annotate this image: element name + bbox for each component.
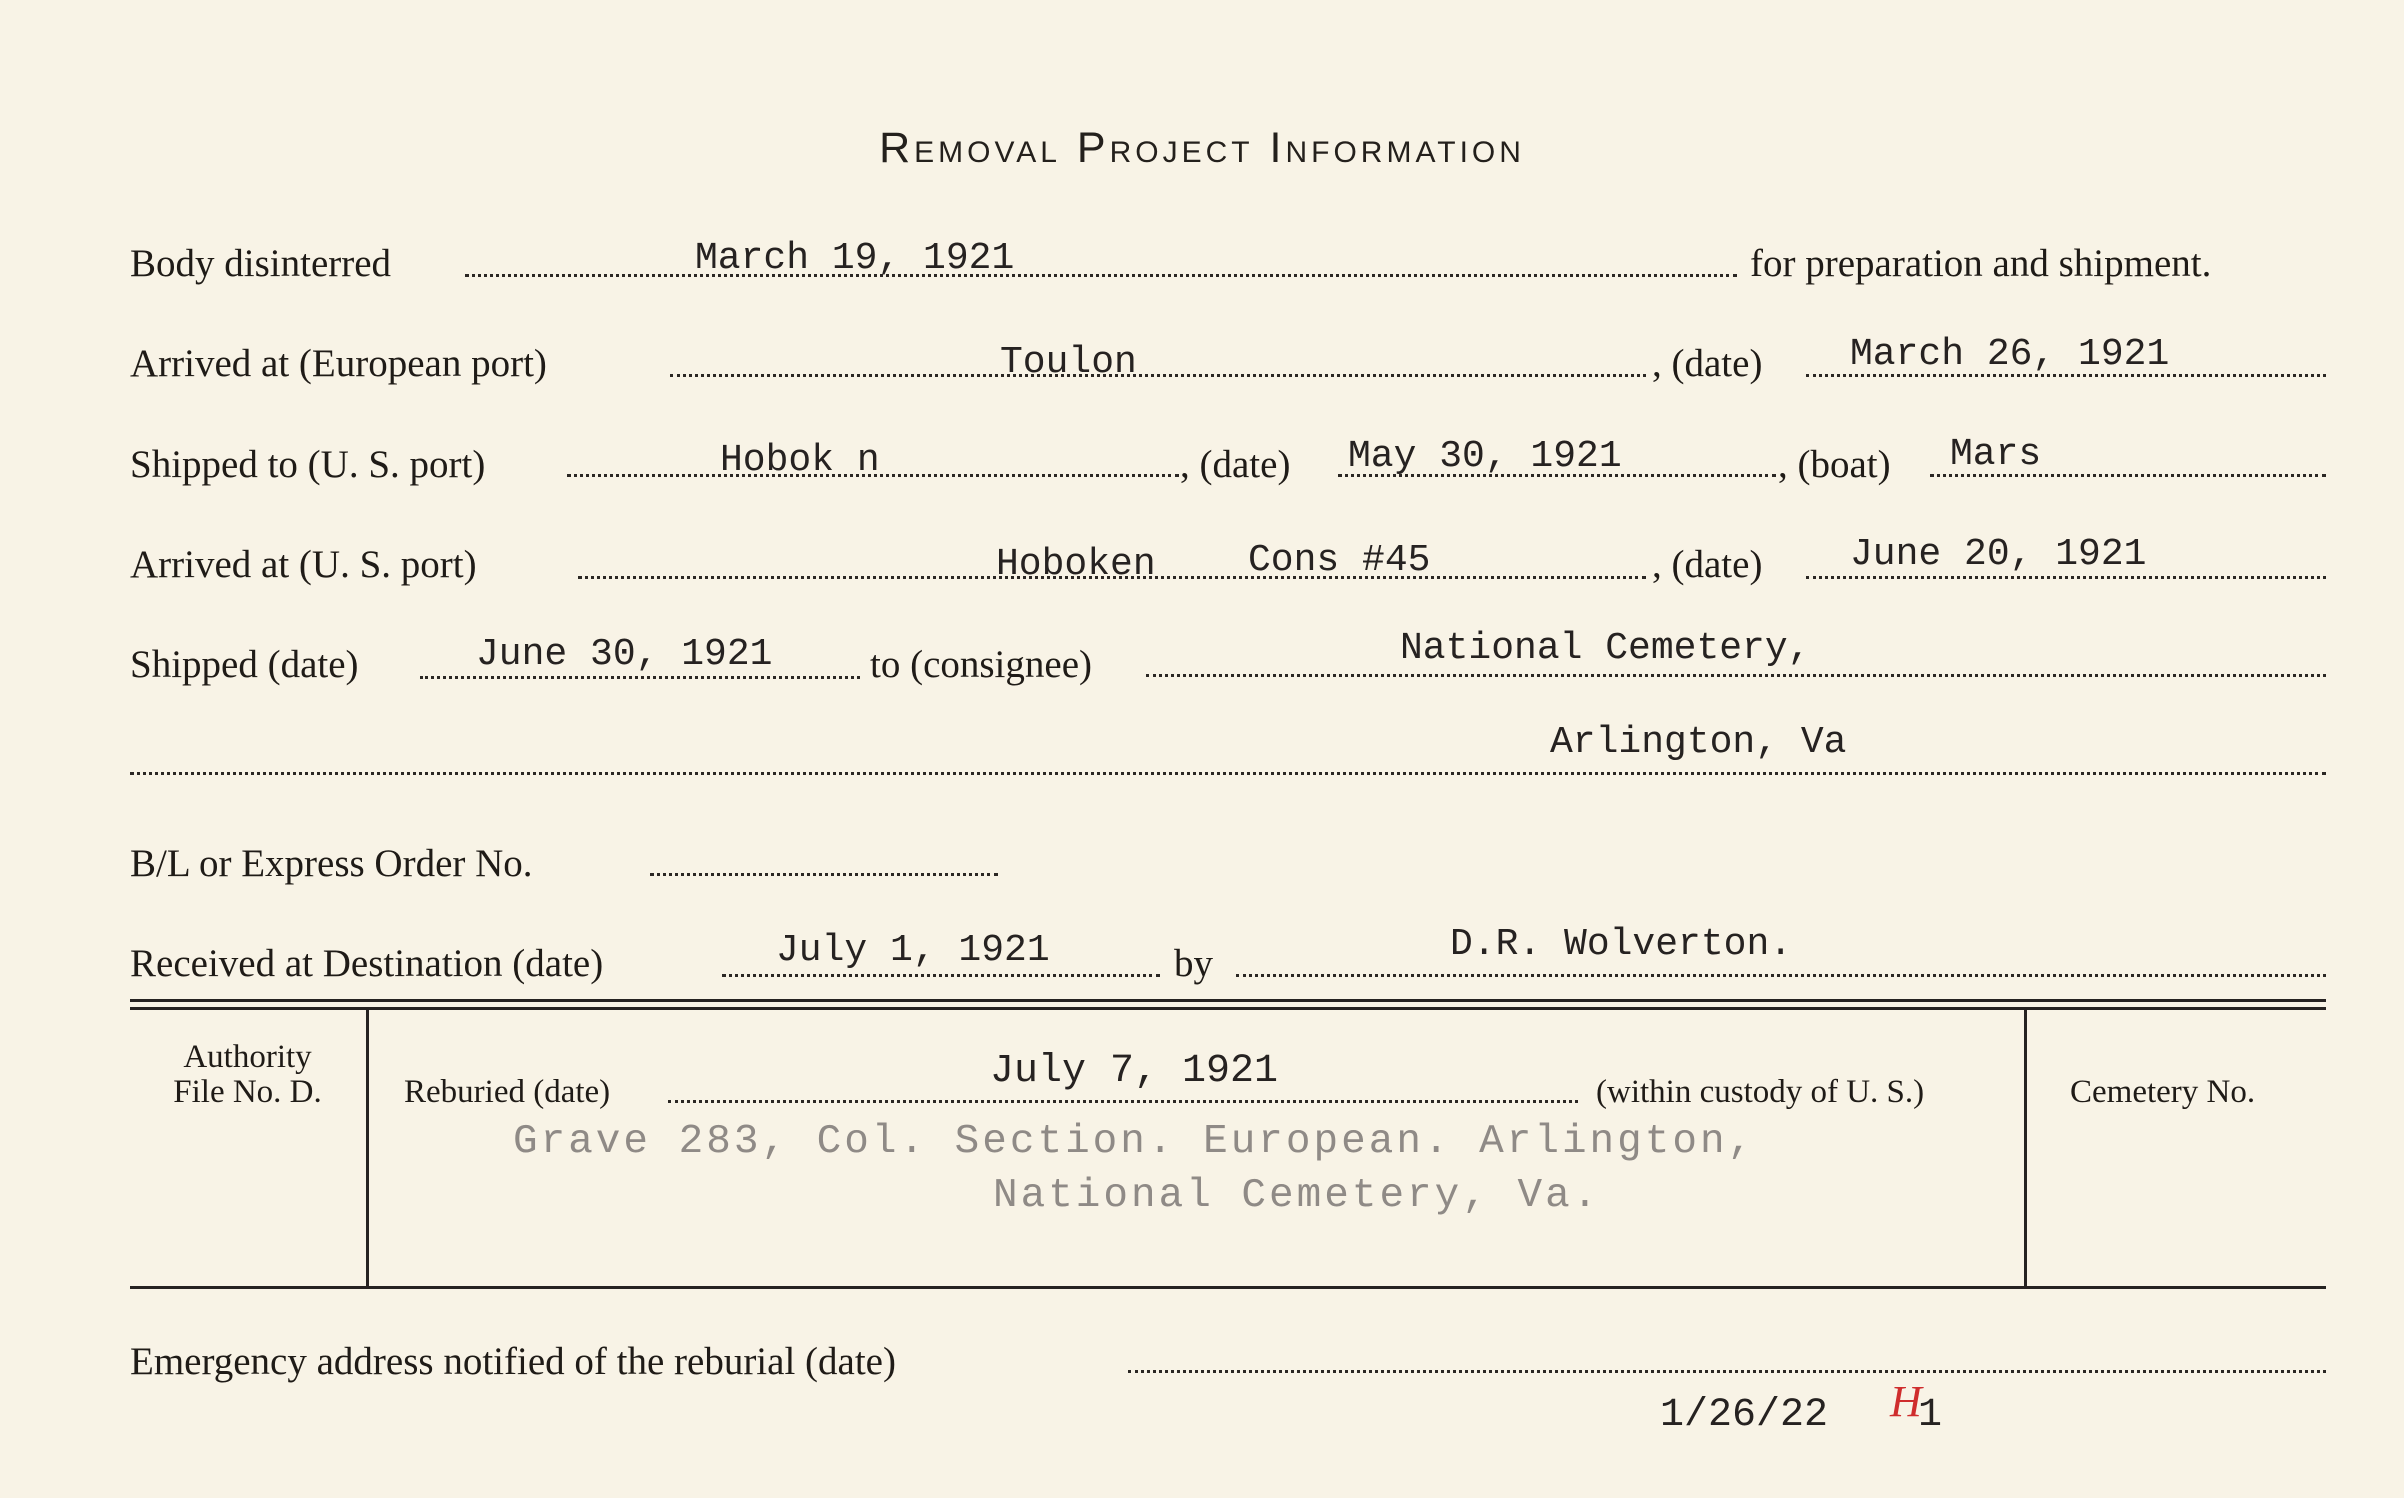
us-port-shipped-date-value: May 30, 1921 bbox=[1348, 435, 1622, 478]
us-port-shipped-label: Shipped to (U. S. port) bbox=[130, 443, 486, 486]
received-by-line bbox=[1236, 974, 2326, 977]
shipped-date-value: June 30, 1921 bbox=[476, 633, 773, 676]
preparation-shipment-label: for preparation and shipment. bbox=[1750, 242, 2212, 285]
boat-value: Mars bbox=[1950, 433, 2042, 476]
grave-location-line2: National Cemetery, Va. bbox=[993, 1173, 1601, 1219]
footer-date: 1/26/22 bbox=[1660, 1393, 1829, 1438]
shipped-date-label: Shipped (date) bbox=[130, 643, 359, 686]
received-date-line bbox=[722, 974, 1160, 977]
custody-label: (within custody of U. S.) bbox=[1596, 1074, 1925, 1110]
emergency-address-label: Emergency address notified of the reburial (date) bbox=[130, 1340, 896, 1383]
consignee-label: to (consignee) bbox=[870, 643, 1093, 686]
european-port-date-value: March 26, 1921 bbox=[1850, 333, 2170, 376]
bl-order-label: B/L or Express Order No. bbox=[130, 842, 533, 885]
received-by-label: by bbox=[1174, 942, 1213, 985]
us-port-arrived-date-label: , (date) bbox=[1652, 543, 1763, 586]
authority-label-line1: Authority bbox=[183, 1039, 312, 1075]
us-port-shipped-date-label: , (date) bbox=[1180, 443, 1291, 486]
reburied-label: Reburied (date) bbox=[404, 1074, 611, 1110]
consignment-number: Cons #45 bbox=[1248, 539, 1431, 582]
consignee-line bbox=[1146, 674, 2326, 677]
box-top-rule-2 bbox=[130, 1007, 2326, 1010]
box-bottom-rule bbox=[130, 1286, 2326, 1289]
us-port-arrived-value: Hoboken bbox=[996, 543, 1156, 586]
box-divider-right bbox=[2024, 1010, 2027, 1286]
received-date-value: July 1, 1921 bbox=[776, 929, 1050, 972]
cemetery-number-label: Cemetery No. bbox=[2070, 1074, 2256, 1110]
emergency-address-line bbox=[1128, 1370, 2326, 1373]
european-port-line bbox=[670, 374, 1646, 377]
us-port-shipped-value: Hobok n bbox=[720, 439, 880, 482]
body-disinterred-line bbox=[465, 274, 1737, 277]
reburied-line bbox=[668, 1100, 1578, 1103]
card-title: Removal Project Information bbox=[879, 124, 1525, 172]
reburied-date-value: July 7, 1921 bbox=[990, 1049, 1279, 1094]
us-port-arrived-label: Arrived at (U. S. port) bbox=[130, 543, 477, 586]
us-port-arrived-date-line bbox=[1806, 576, 2326, 579]
body-disinterred-value: March 19, 1921 bbox=[695, 237, 1015, 280]
consignee-continuation-line bbox=[130, 772, 2326, 775]
red-initials-mark: H bbox=[1890, 1377, 1922, 1426]
european-port-date-label: , (date) bbox=[1652, 342, 1763, 385]
box-divider-left bbox=[366, 1010, 369, 1286]
box-top-rule-1 bbox=[130, 999, 2326, 1002]
consignee-value-line2: Arlington, Va bbox=[1550, 721, 1847, 764]
consignee-value: National Cemetery, bbox=[1400, 627, 1811, 670]
shipped-date-line bbox=[420, 676, 860, 679]
body-disinterred-label: Body disinterred bbox=[130, 242, 392, 285]
received-by-value: D.R. Wolverton. bbox=[1450, 923, 1793, 966]
us-port-arrived-date-value: June 20, 1921 bbox=[1850, 533, 2147, 576]
footer-suffix: 1 bbox=[1918, 1393, 1943, 1438]
european-port-value: Toulon bbox=[1000, 341, 1137, 384]
bl-order-line bbox=[650, 873, 998, 876]
grave-location-line1: Grave 283, Col. Section. European. Arlington, bbox=[513, 1119, 1756, 1165]
received-destination-label: Received at Destination (date) bbox=[130, 942, 604, 985]
authority-label-line2: File No. D. bbox=[173, 1074, 322, 1110]
boat-label: , (boat) bbox=[1778, 443, 1891, 486]
european-port-label: Arrived at (European port) bbox=[130, 342, 547, 385]
